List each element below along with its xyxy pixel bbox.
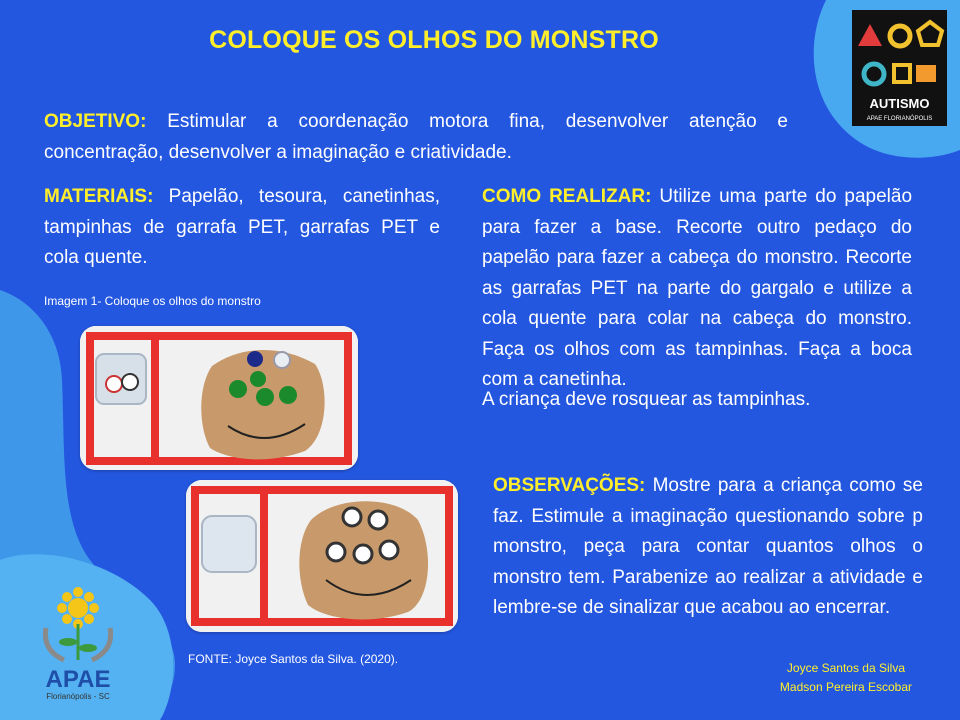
apae-logo-name: APAE [45,666,111,693]
how-to-text: Utilize uma parte do papelão para fazer a base. Recorte outro pedaço do papelão para fazer a cabeça do monstro. Recorte as garrafas PET na parte do gargalo e utilize a cola quente para colar na cabeça do monstro. Faça os olhos com as tampinhas. Faça a boca com a canetinha. [482,186,913,390]
credit-author-1: Joyce Santos da Silva [786,661,905,675]
observations-text: Mostre para a criança como se faz. Estimule a imaginação questionando sobre p monstro, peça para contar quantos olhos o monstro tem. Parabenize ao realizar a atividade e lembre-se de sinalizar que acabou ao encerrar. [493,475,923,618]
observations-paragraph [493,471,923,624]
observations-label: OBSERVAÇÕES: [493,475,646,496]
objective-text: Estimular a coordenação motora fina, desenvolver atenção e concentração, desenvolver a imaginação e criatividade. [44,111,788,163]
objective-label: OBJETIVO: [44,111,147,132]
how-to-paragraph [482,182,912,396]
how-to-label: COMO REALIZAR: [482,186,652,207]
credit-author-2: Madson Pereira Escobar [779,680,912,694]
monster-photo-2 [186,480,458,632]
materials-text: Papelão, tesoura, canetinhas, tampinhas de garrafa PET, garrafas PET e cola quente. [44,186,440,268]
autismo-logo-name: AUTISMO [869,96,930,111]
image-caption: Imagem 1- Coloque os olhos do monstro [44,294,261,308]
apae-logo [26,578,130,706]
materials-label: MATERIAIS: [44,186,154,207]
monster-photo-1 [80,326,358,470]
page-title: COLOQUE OS OLHOS DO MONSTRO [209,26,659,54]
autismo-logo-sub: APAE FLORIANÓPOLIS [866,116,933,122]
objective-paragraph [44,107,788,168]
source-caption: FONTE: Joyce Santos da Silva. (2020). [188,652,399,666]
credits [780,659,912,697]
materials-paragraph [44,182,440,274]
apae-logo-sub: Florianópolis - SC [46,692,110,701]
how-to-last-line: A criança deve rosquear as tampinhas. [482,389,811,410]
